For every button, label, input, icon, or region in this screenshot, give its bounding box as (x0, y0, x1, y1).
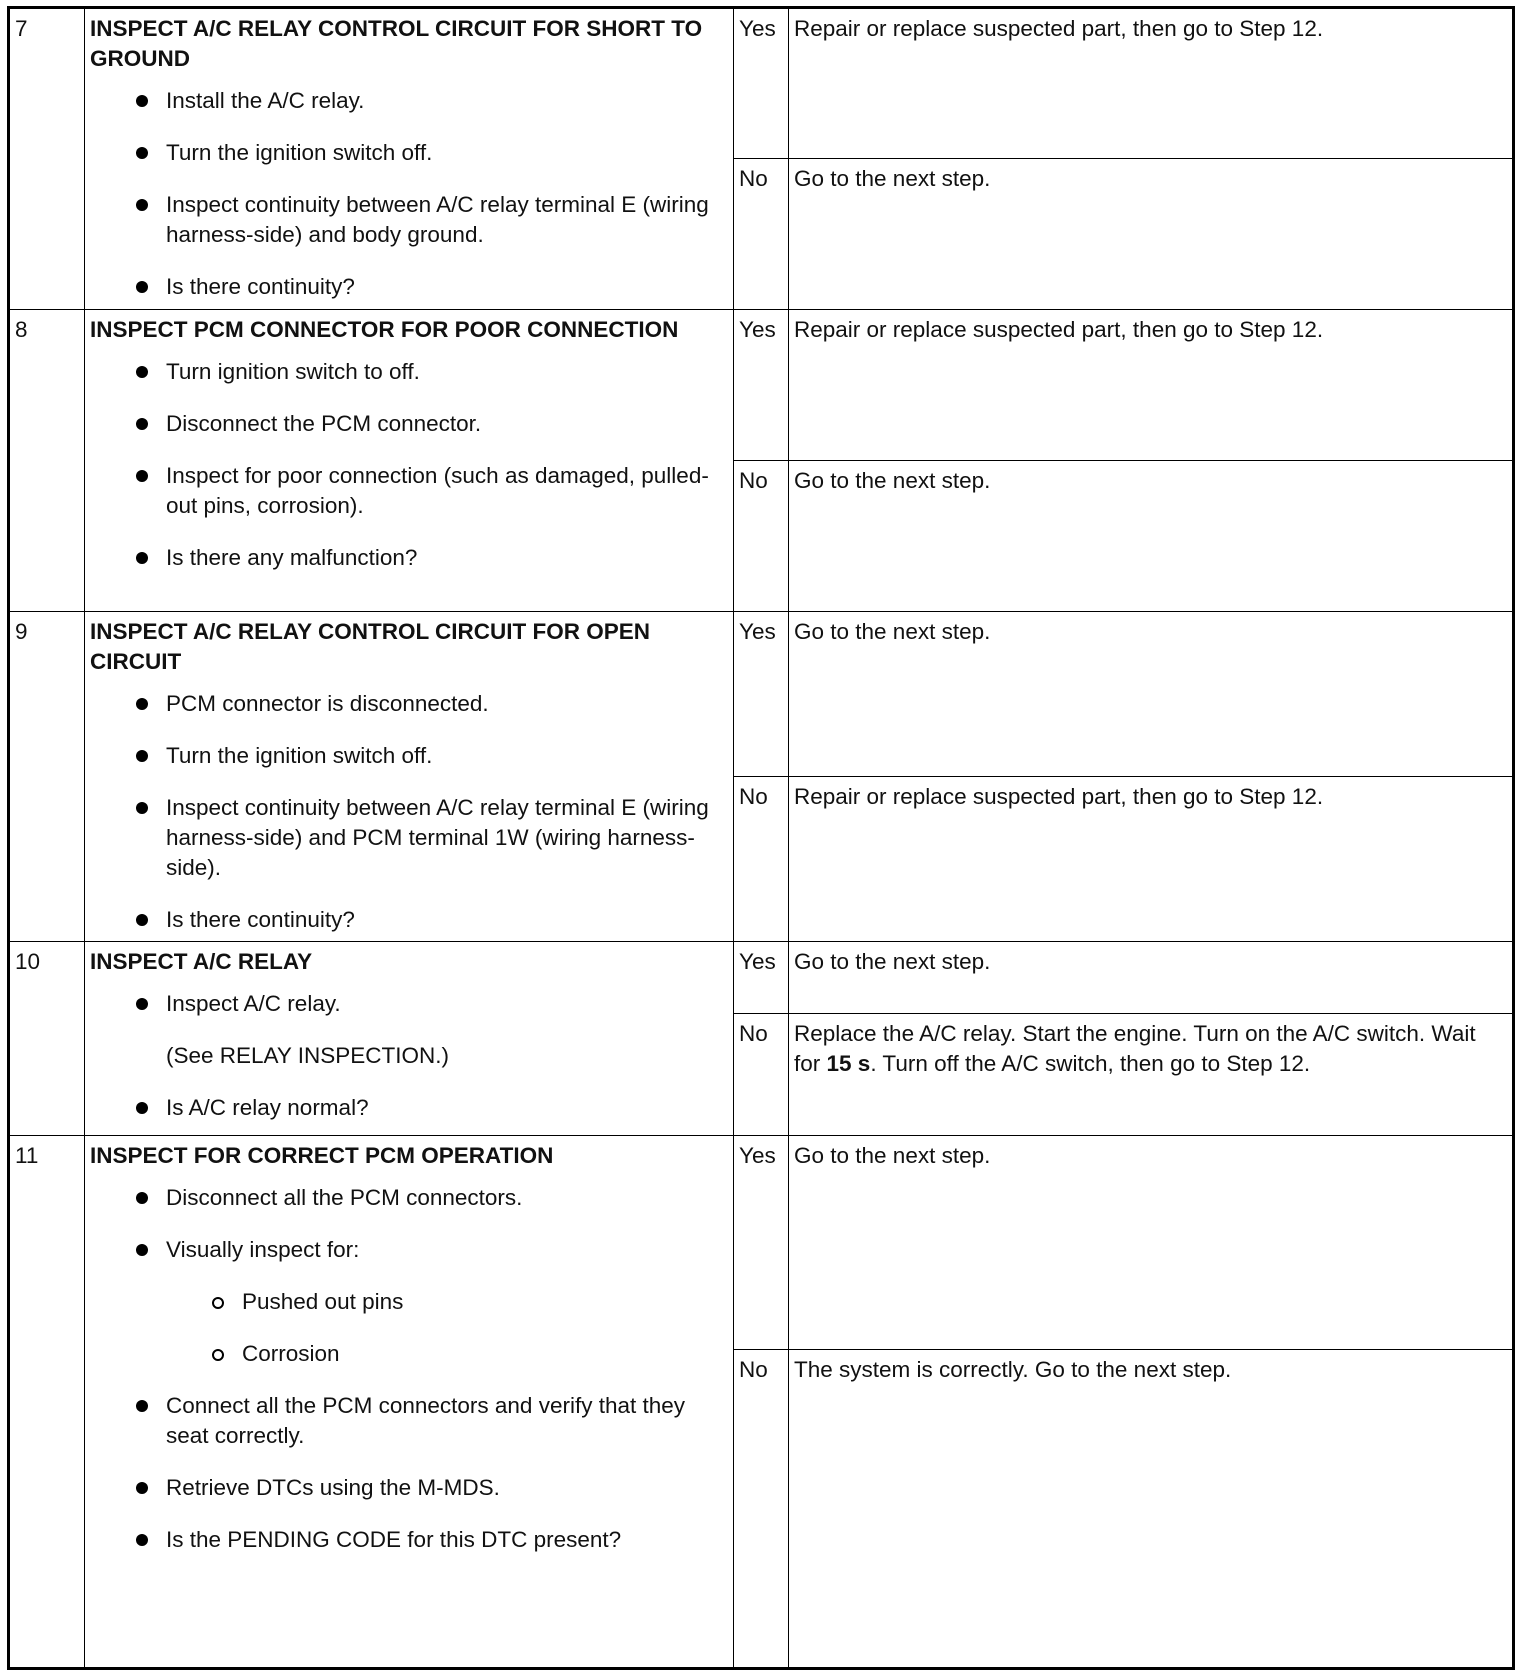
result-yes-label: Yes (734, 612, 789, 777)
step-title: INSPECT A/C RELAY CONTROL CIRCUIT FOR SHORT TO GROUND (90, 16, 703, 71)
list-item: (See RELAY INSPECTION.) (166, 1043, 449, 1068)
result-no-text-part: . Turn off the A/C switch, then go to Step 12. (870, 1051, 1311, 1076)
step-number: 10 (10, 942, 85, 1136)
list-item: Is the PENDING CODE for this DTC present? (90, 1525, 727, 1555)
list-item: Inspect for poor connection (such as damaged, pulled-out pins, corrosion). (90, 461, 727, 521)
list-item: Disconnect the PCM connector. (90, 409, 727, 439)
result-no-text: Repair or replace suspected part, then go to Step 12. (789, 777, 1513, 942)
list-item: Inspect continuity between A/C relay terminal E (wiring harness-side) and body ground. (90, 190, 727, 250)
table-row (10, 612, 1513, 777)
result-yes-text: Go to the next step. (789, 942, 1513, 1014)
step-title: INSPECT FOR CORRECT PCM OPERATION (90, 1143, 554, 1168)
list-item: Is there continuity? (90, 272, 727, 302)
list-item: Is A/C relay normal? (90, 1093, 727, 1123)
list-item: Turn the ignition switch off. (90, 138, 727, 168)
list-item: Inspect continuity between A/C relay terminal E (wiring harness-side) and PCM terminal 1W (wiring harness-side). (90, 793, 727, 883)
list-item: PCM connector is disconnected. (90, 689, 727, 719)
result-no-label: No (734, 777, 789, 942)
list-item: Turn the ignition switch off. (90, 741, 727, 771)
table-row (10, 942, 1513, 1014)
list-item: Connect all the PCM connectors and verify that they seat correctly. (90, 1391, 727, 1451)
step-title: INSPECT A/C RELAY (90, 949, 313, 974)
step-number: 7 (10, 9, 85, 310)
diagnostic-table (9, 8, 1513, 1668)
table-row (10, 310, 1513, 461)
result-yes-text: Repair or replace suspected part, then go to Step 12. (789, 310, 1513, 461)
list-item: Inspect A/C relay. (90, 989, 727, 1019)
step-number: 8 (10, 310, 85, 612)
list-item: Is there any malfunction? (90, 543, 727, 573)
result-yes-label: Yes (734, 9, 789, 159)
wait-duration: 15 s (826, 1051, 871, 1076)
step-number: 9 (10, 612, 85, 942)
result-no-label: No (734, 461, 789, 612)
result-no-text: Go to the next step. (789, 461, 1513, 612)
table-row (10, 1136, 1513, 1350)
list-item: Is there continuity? (90, 905, 727, 935)
result-no-label: No (734, 1350, 789, 1668)
step-title: INSPECT PCM CONNECTOR FOR POOR CONNECTION (90, 317, 679, 342)
list-item: Visually inspect for: (90, 1235, 727, 1265)
table-row (10, 9, 1513, 159)
result-no-text: The system is correctly. Go to the next step. (789, 1350, 1513, 1668)
result-no-text: Go to the next step. (789, 159, 1513, 310)
diagnostic-procedure-sheet (7, 6, 1515, 1670)
result-yes-text: Repair or replace suspected part, then go to Step 12. (789, 9, 1513, 159)
step-action-cell (85, 612, 734, 942)
result-no-label: No (734, 1014, 789, 1136)
result-no-text (789, 1014, 1513, 1136)
step-action-cell (85, 1136, 734, 1668)
list-item: Disconnect all the PCM connectors. (90, 1183, 727, 1213)
step-action-cell (85, 310, 734, 612)
result-yes-label: Yes (734, 1136, 789, 1350)
result-yes-text: Go to the next step. (789, 612, 1513, 777)
result-yes-label: Yes (734, 310, 789, 461)
list-item: Install the A/C relay. (90, 86, 727, 116)
step-action-cell (85, 942, 734, 1136)
result-no-text-part: Replace the A/C relay. Start the engine. Turn on the A/C switch. Wait for (794, 1021, 1476, 1076)
list-item: Retrieve DTCs using the M-MDS. (90, 1473, 727, 1503)
step-number: 11 (10, 1136, 85, 1668)
list-item: Pushed out pins (90, 1287, 727, 1317)
step-action-cell (85, 9, 734, 310)
list-item: Corrosion (90, 1339, 727, 1369)
result-yes-text: Go to the next step. (789, 1136, 1513, 1350)
step-title: INSPECT A/C RELAY CONTROL CIRCUIT FOR OPEN CIRCUIT (90, 619, 651, 674)
result-yes-label: Yes (734, 942, 789, 1014)
result-no-label: No (734, 159, 789, 310)
list-item: Turn ignition switch to off. (90, 357, 727, 387)
